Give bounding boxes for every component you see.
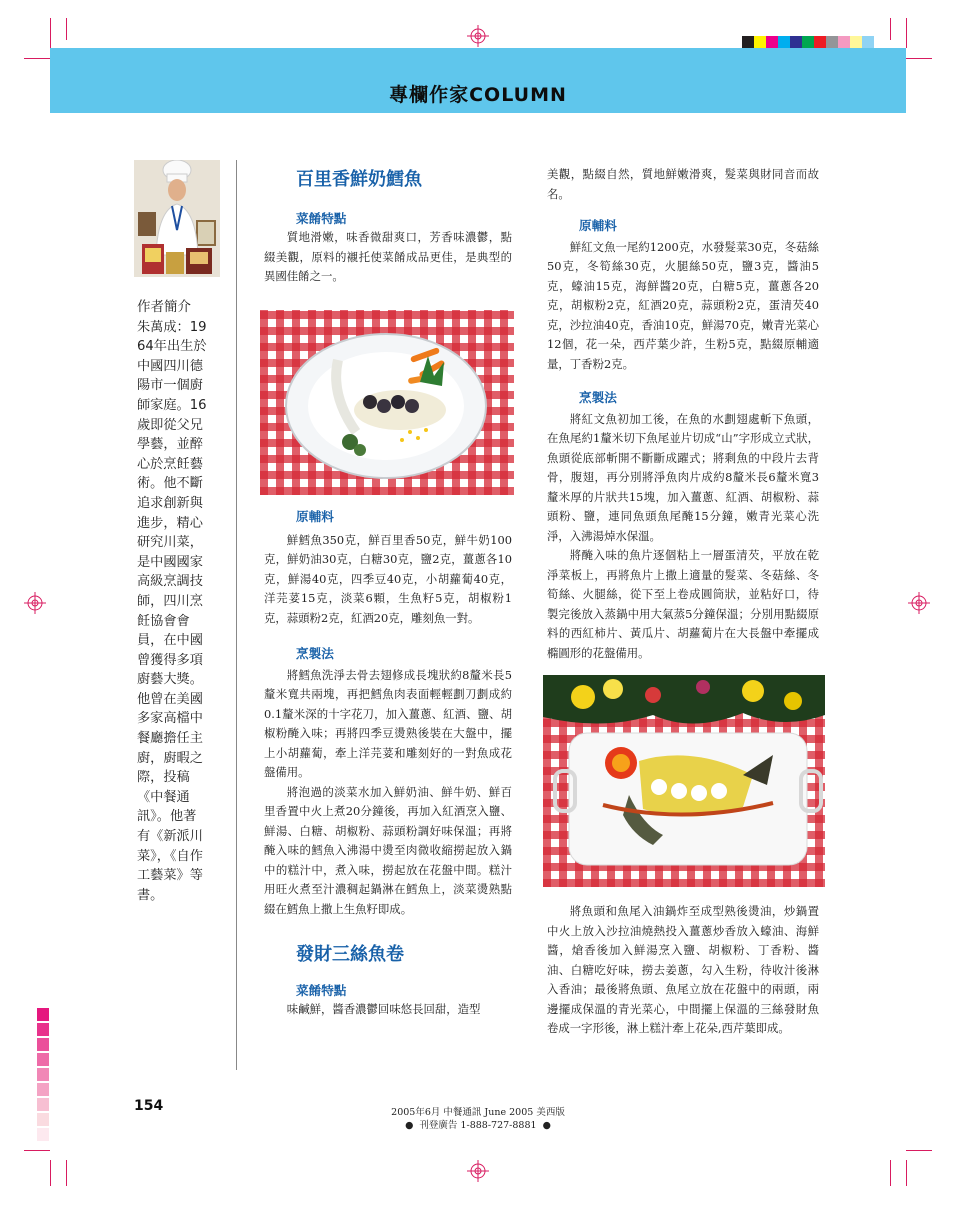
article-column-left (264, 170, 512, 287)
author-bio (137, 298, 209, 905)
tint-swatch (37, 1083, 49, 1096)
crop-mark (50, 1160, 51, 1186)
section-heading: 菜餚特點 (296, 210, 347, 226)
crop-mark (66, 1160, 67, 1186)
section-heading: 烹製法 (296, 646, 334, 661)
color-swatch (802, 36, 814, 48)
crop-mark (906, 1150, 932, 1151)
paragraph: 鮮鱈魚350克，鮮百里香50克，鮮牛奶100克，鮮奶油30克，白糖30克，鹽2克，薑蔥各10克，鮮湯40克，四季豆40克，小胡蘿蔔40克，洋芫荽15克，淡菜6顆，生魚籽5克，胡椒粉1克，蒜頭粉2克，紅酒20克，雕刻魚一對。 (264, 532, 512, 625)
paragraph: 美觀，點綴自然，質地鮮嫩滑爽，髮菜與財同音而故名。 (547, 167, 819, 201)
bullet-icon: ● (405, 1120, 420, 1131)
paragraph: 質地滑嫩，味香微甜爽口，芳香味濃鬱，點綴美觀，原料的襯托使菜餚成品更佳，是典型的異國佳餚之一。 (264, 230, 512, 283)
paragraph: 將紅文魚初加工後，在魚的水劃翅處斬下魚頭，在魚尾約1釐米切下魚尾並片切成“山”字形成立式狀，魚頭從底部斬開不斷斷成躍式；將剩魚的中段片去背骨，腹翅，再分別將淨魚肉片成約8釐米長6釐米寬3釐米厚的片狀共15塊，加入薑蔥、紅酒、胡椒粉、蒜頭粉、鹽，連同魚頭魚尾醃15分鐘，嫩青光菜心洗淨，入沸湯焯水保溫。 (547, 411, 819, 543)
color-swatch (862, 36, 874, 48)
article-column-right-continued (547, 902, 819, 1039)
chef-portrait-icon (134, 160, 220, 277)
footer-publication-line: 2005年6月 中餐通訊 June 2005 美西版 (391, 1107, 565, 1118)
paragraph: 味鹹鮮，醬香濃鬱回味悠長回甜，造型 (286, 1002, 481, 1016)
paragraph: 將魚頭和魚尾入油鍋炸至成型熟後燙油，炒鍋置中火上放入沙拉油燒熱投入薑蔥炒香放入蠔油、海鮮醬，熗香後加入鮮湯烹入鹽、胡椒粉、丁香粉、醬油、白糖吃好味，撈去姜蔥，勾入生粉，待收汁後淋入香油；最後將魚頭、魚尾立放在花盤中的兩頭，兩邊擺成保溫的青光菜心，中間擺上保溫的三絲發財魚卷成一字形後，淋上糕汁牽上花朵,西芹葉即成。 (547, 904, 819, 1035)
color-swatch (742, 36, 754, 48)
registration-mark-icon (467, 1160, 489, 1182)
dish-photo-fish-roll (543, 675, 825, 887)
registration-mark-icon (467, 25, 489, 47)
registration-mark-icon (908, 592, 930, 614)
article-column-right (547, 165, 819, 663)
color-swatch (766, 36, 778, 48)
page-number: 154 (134, 1098, 164, 1114)
tint-swatch (37, 1053, 49, 1066)
paragraph: 將醃入味的魚片逐個粘上一層蛋清芡，平放在乾淨菜板上，再將魚片上撒上適量的髮菜、冬菇絲、冬筍絲、火腿絲，從下至上卷成圓筒狀，並粘好口，待製完後放入蒸鍋中用大氣蒸5分鐘保溫；分別用點綴原料的西紅柿片、黃瓜片、胡蘿蔔片在大長盤中牽擺成橢圓形的花盤備用。 (547, 548, 819, 660)
article-column-left-continued (264, 507, 512, 1020)
footer-ad-line (0, 1119, 956, 1132)
column-banner (50, 48, 906, 113)
article-title: 百里香鮮奶鱈魚 (296, 169, 422, 190)
paragraph: 將鱈魚洗淨去骨去翅修成長塊狀約8釐米長5釐米寬共兩塊，再把鱈魚肉表面輕輕劃刀劃成約0.1釐米深的十字花刀，加入薑蔥、紅酒、鹽、胡椒粉醃入味；再將四季豆燙熟後裝在大盤中，擺上小胡蘿蔔，牽上洋芫荽和雕刻好的一對魚成花盤備用。 (264, 667, 512, 779)
bullet-icon: ● (536, 1120, 551, 1131)
section-heading: 原輔料 (579, 218, 617, 233)
paragraph: 鮮紅文魚一尾約1200克，水發髮菜30克，冬菇絲50克，冬筍絲30克，火腿絲50克，鹽3克，醬油5克，蠔油15克，海鮮醬20克，白糖5克，薑蔥各20克，胡椒粉2克，紅酒20克，蒜頭粉2克，蛋清芡40克，沙拉油40克，香油10克，鮮湯70克，嫩青光菜心12個，花一朵，西芹葉少許，生粉5克，點綴原輔適量，丁香粉2克。 (547, 239, 819, 371)
author-bio-text: 朱萬成：1964年出生於中國四川德陽市一個廚師家庭。16歲即從父兄學藝，並醉心於烹飪藝術。他不斷追求創新與進步，精心研究川菜，是中國國家高級烹調技師，四川烹飪協會會員，在中國曾獲得多項廚藝大獎。他曾在美國多家高檔中餐廳擔任主廚，廚暇之際，投稿《中餐通訊》。他著有《新派川菜》，《自作工藝菜》等書。 (137, 319, 207, 903)
article-title: 發財三絲魚卷 (296, 944, 404, 965)
tint-swatch (37, 1008, 49, 1021)
color-swatch (850, 36, 862, 48)
footer-ad-text: 刊登廣告 1-888-727-8881 (419, 1120, 537, 1131)
crop-mark (906, 58, 932, 59)
tint-swatch (37, 1038, 49, 1051)
color-swatch (826, 36, 838, 48)
color-swatch (814, 36, 826, 48)
cod-dish-illustration-icon (260, 310, 514, 495)
fish-roll-dish-illustration-icon (543, 675, 825, 887)
crop-mark (24, 1150, 50, 1151)
crop-mark (906, 18, 907, 48)
page-footer (0, 1106, 956, 1132)
crop-mark (890, 18, 891, 40)
column-divider (236, 160, 237, 1070)
color-swatch (790, 36, 802, 48)
crop-mark (24, 58, 50, 59)
color-swatch (778, 36, 790, 48)
crop-mark (906, 1160, 907, 1186)
banner-title: 專欄作家COLUMN (389, 84, 567, 106)
color-swatch (754, 36, 766, 48)
crop-mark (50, 18, 51, 48)
paragraph: 將泡過的淡菜水加入鮮奶油、鮮牛奶、鮮百里香置中火上煮20分鐘後，再加入紅酒烹入鹽、鮮湯、白糖、胡椒粉、蒜頭粉調好味保溫；再將醃入味的鱈魚入沸湯中燙至肉微收縮撈起放入鍋中的糕汁中，煮入味，撈起放在花盤中間。糕汁用旺火煮至汁濃稠起鍋淋在鱈魚上，淡菜燙熟點綴在鱈魚上撒上生魚籽即成。 (264, 784, 512, 916)
print-color-bar (742, 36, 874, 48)
tint-swatch (37, 1068, 49, 1081)
author-photo (134, 160, 220, 277)
author-bio-heading: 作者簡介 (137, 299, 191, 315)
tint-swatch (37, 1023, 49, 1036)
section-heading: 烹製法 (579, 390, 617, 405)
crop-mark (66, 18, 67, 40)
crop-mark (890, 1160, 891, 1186)
registration-mark-icon (24, 592, 46, 614)
color-swatch (838, 36, 850, 48)
section-heading: 菜餚特點 (296, 982, 347, 998)
dish-photo-cod (260, 310, 514, 495)
section-heading: 原輔料 (296, 509, 334, 524)
